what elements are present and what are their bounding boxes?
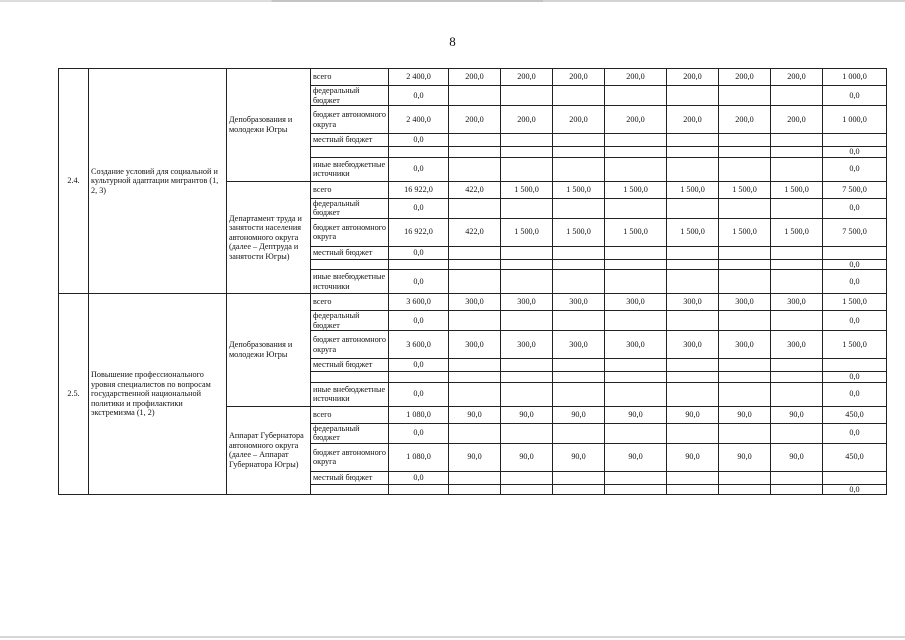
year-amount-cell — [771, 372, 823, 383]
funding-source-label — [311, 372, 389, 383]
year-amount-cell: 300,0 — [719, 331, 771, 359]
year-amount-cell — [553, 134, 605, 147]
year-amount-cell — [667, 382, 719, 406]
year-amount-cell — [605, 147, 667, 158]
year-amount-cell — [553, 382, 605, 406]
year-amount-cell — [719, 198, 771, 218]
year-amount-cell: 90,0 — [553, 406, 605, 423]
year-amount-cell — [449, 484, 501, 495]
year-amount-cell — [605, 382, 667, 406]
funding-source-label — [311, 484, 389, 495]
year-amount-cell — [553, 86, 605, 106]
period-amount-cell: 0,0 — [823, 198, 887, 218]
funding-source-label: иные внебюджетные источники — [311, 270, 389, 294]
year-amount-cell — [501, 157, 553, 181]
year-amount-cell: 1 500,0 — [719, 181, 771, 198]
year-amount-cell: 90,0 — [553, 443, 605, 471]
period-amount-cell: 0,0 — [823, 423, 887, 443]
year-amount-cell: 90,0 — [449, 406, 501, 423]
year-amount-cell — [667, 372, 719, 383]
year-amount-cell: 1 500,0 — [553, 181, 605, 198]
year-amount-cell: 200,0 — [719, 106, 771, 134]
period-amount-cell — [823, 359, 887, 372]
year-amount-cell — [501, 198, 553, 218]
year-amount-cell — [771, 359, 823, 372]
year-amount-cell — [719, 134, 771, 147]
year-amount-cell: 200,0 — [449, 69, 501, 86]
year-amount-cell: 90,0 — [667, 406, 719, 423]
year-amount-cell — [449, 246, 501, 259]
funding-source-label: всего — [311, 406, 389, 423]
year-amount-cell — [553, 157, 605, 181]
funding-source-label: федеральный бюджет — [311, 423, 389, 443]
total-amount-cell: 0,0 — [389, 134, 449, 147]
year-amount-cell: 422,0 — [449, 181, 501, 198]
year-amount-cell — [553, 471, 605, 484]
year-amount-cell: 200,0 — [449, 106, 501, 134]
year-amount-cell: 1 500,0 — [605, 181, 667, 198]
year-amount-cell — [771, 484, 823, 495]
period-amount-cell — [823, 246, 887, 259]
section-title: Повышение профессионального уровня специалистов по вопросам государственной национальной политики и профилактики экстремизма (1, 2) — [89, 294, 227, 495]
year-amount-cell: 1 500,0 — [771, 181, 823, 198]
year-amount-cell — [667, 311, 719, 331]
year-amount-cell: 90,0 — [501, 406, 553, 423]
year-amount-cell — [719, 259, 771, 270]
year-amount-cell: 90,0 — [449, 443, 501, 471]
year-amount-cell: 300,0 — [449, 294, 501, 311]
year-amount-cell — [553, 259, 605, 270]
year-amount-cell — [667, 198, 719, 218]
year-amount-cell: 200,0 — [605, 69, 667, 86]
period-amount-cell: 1 500,0 — [823, 294, 887, 311]
year-amount-cell — [667, 259, 719, 270]
year-amount-cell: 200,0 — [719, 69, 771, 86]
year-amount-cell — [605, 157, 667, 181]
year-amount-cell: 90,0 — [605, 443, 667, 471]
year-amount-cell — [667, 147, 719, 158]
year-amount-cell — [501, 147, 553, 158]
period-amount-cell — [823, 134, 887, 147]
funding-source-label: бюджет автономного округа — [311, 218, 389, 246]
year-amount-cell: 1 500,0 — [667, 181, 719, 198]
funding-source-label: всего — [311, 69, 389, 86]
year-amount-cell — [771, 86, 823, 106]
funding-source-label: местный бюджет — [311, 359, 389, 372]
year-amount-cell: 1 500,0 — [605, 218, 667, 246]
total-amount-cell: 2 400,0 — [389, 69, 449, 86]
year-amount-cell — [605, 259, 667, 270]
total-amount-cell: 0,0 — [389, 471, 449, 484]
year-amount-cell: 1 500,0 — [719, 218, 771, 246]
year-amount-cell — [449, 134, 501, 147]
period-amount-cell: 0,0 — [823, 86, 887, 106]
total-amount-cell: 3 600,0 — [389, 294, 449, 311]
year-amount-cell: 300,0 — [667, 294, 719, 311]
year-amount-cell: 300,0 — [605, 331, 667, 359]
year-amount-cell — [449, 359, 501, 372]
year-amount-cell — [553, 311, 605, 331]
table-row — [59, 69, 887, 86]
year-amount-cell — [449, 471, 501, 484]
year-amount-cell: 200,0 — [771, 69, 823, 86]
year-amount-cell — [501, 246, 553, 259]
funding-source-label: бюджет автономного округа — [311, 106, 389, 134]
year-amount-cell — [771, 246, 823, 259]
year-amount-cell — [667, 157, 719, 181]
year-amount-cell — [605, 372, 667, 383]
year-amount-cell — [449, 147, 501, 158]
funding-source-label: федеральный бюджет — [311, 86, 389, 106]
period-amount-cell — [823, 471, 887, 484]
period-amount-cell: 0,0 — [823, 311, 887, 331]
funding-source-label: федеральный бюджет — [311, 198, 389, 218]
year-amount-cell — [667, 134, 719, 147]
responsible-department: Аппарат Губернатора автономного округа (далее – Аппарат Губернатора Югры) — [227, 406, 311, 495]
year-amount-cell — [449, 372, 501, 383]
year-amount-cell: 90,0 — [501, 443, 553, 471]
total-amount-cell — [389, 147, 449, 158]
section-index: 2.4. — [59, 69, 89, 294]
year-amount-cell — [771, 471, 823, 484]
year-amount-cell: 200,0 — [553, 69, 605, 86]
year-amount-cell: 300,0 — [605, 294, 667, 311]
year-amount-cell — [553, 372, 605, 383]
total-amount-cell: 0,0 — [389, 157, 449, 181]
year-amount-cell: 200,0 — [501, 106, 553, 134]
total-amount-cell: 3 600,0 — [389, 331, 449, 359]
year-amount-cell — [501, 484, 553, 495]
total-amount-cell: 0,0 — [389, 311, 449, 331]
year-amount-cell — [719, 86, 771, 106]
year-amount-cell — [719, 484, 771, 495]
scan-edge-bottom — [0, 636, 905, 638]
year-amount-cell — [605, 311, 667, 331]
funding-source-label: бюджет автономного округа — [311, 443, 389, 471]
period-amount-cell: 0,0 — [823, 147, 887, 158]
total-amount-cell: 0,0 — [389, 270, 449, 294]
year-amount-cell — [771, 259, 823, 270]
year-amount-cell — [605, 484, 667, 495]
year-amount-cell — [667, 484, 719, 495]
year-amount-cell: 200,0 — [501, 69, 553, 86]
period-amount-cell: 0,0 — [823, 372, 887, 383]
year-amount-cell — [553, 246, 605, 259]
funding-source-label: всего — [311, 181, 389, 198]
year-amount-cell — [771, 382, 823, 406]
total-amount-cell — [389, 484, 449, 495]
year-amount-cell — [771, 198, 823, 218]
funding-source-label: всего — [311, 294, 389, 311]
year-amount-cell — [501, 134, 553, 147]
year-amount-cell — [553, 359, 605, 372]
year-amount-cell — [605, 270, 667, 294]
period-amount-cell: 450,0 — [823, 443, 887, 471]
year-amount-cell — [605, 198, 667, 218]
funding-source-label: федеральный бюджет — [311, 311, 389, 331]
budget-table — [58, 68, 887, 495]
year-amount-cell: 300,0 — [667, 331, 719, 359]
funding-source-label: местный бюджет — [311, 134, 389, 147]
total-amount-cell: 16 922,0 — [389, 218, 449, 246]
year-amount-cell — [719, 359, 771, 372]
total-amount-cell: 0,0 — [389, 359, 449, 372]
year-amount-cell — [449, 86, 501, 106]
year-amount-cell — [605, 423, 667, 443]
year-amount-cell — [771, 147, 823, 158]
year-amount-cell: 1 500,0 — [501, 181, 553, 198]
year-amount-cell — [667, 423, 719, 443]
year-amount-cell: 1 500,0 — [553, 218, 605, 246]
year-amount-cell — [553, 198, 605, 218]
year-amount-cell — [771, 134, 823, 147]
responsible-department: Депобразования и молодежи Югры — [227, 69, 311, 182]
funding-source-label — [311, 259, 389, 270]
year-amount-cell — [449, 423, 501, 443]
year-amount-cell: 90,0 — [719, 443, 771, 471]
year-amount-cell: 90,0 — [771, 443, 823, 471]
year-amount-cell — [449, 311, 501, 331]
year-amount-cell — [553, 270, 605, 294]
total-amount-cell: 1 080,0 — [389, 406, 449, 423]
total-amount-cell: 0,0 — [389, 86, 449, 106]
funding-source-label: иные внебюджетные источники — [311, 157, 389, 181]
scan-edge-top — [0, 0, 905, 2]
funding-source-label: иные внебюджетные источники — [311, 382, 389, 406]
year-amount-cell — [605, 471, 667, 484]
year-amount-cell: 300,0 — [501, 331, 553, 359]
period-amount-cell: 7 500,0 — [823, 181, 887, 198]
period-amount-cell: 1 000,0 — [823, 69, 887, 86]
year-amount-cell — [501, 372, 553, 383]
year-amount-cell: 422,0 — [449, 218, 501, 246]
year-amount-cell: 200,0 — [771, 106, 823, 134]
period-amount-cell: 0,0 — [823, 157, 887, 181]
year-amount-cell — [501, 270, 553, 294]
year-amount-cell — [719, 147, 771, 158]
year-amount-cell — [667, 86, 719, 106]
year-amount-cell — [771, 423, 823, 443]
year-amount-cell — [719, 246, 771, 259]
total-amount-cell: 0,0 — [389, 382, 449, 406]
year-amount-cell — [771, 311, 823, 331]
year-amount-cell — [501, 471, 553, 484]
total-amount-cell — [389, 372, 449, 383]
year-amount-cell: 300,0 — [719, 294, 771, 311]
year-amount-cell: 200,0 — [553, 106, 605, 134]
year-amount-cell: 90,0 — [605, 406, 667, 423]
responsible-department: Депобразования и молодежи Югры — [227, 294, 311, 407]
year-amount-cell: 200,0 — [605, 106, 667, 134]
total-amount-cell: 1 080,0 — [389, 443, 449, 471]
year-amount-cell — [605, 86, 667, 106]
page-number: 8 — [449, 34, 456, 49]
year-amount-cell — [501, 86, 553, 106]
year-amount-cell: 200,0 — [667, 69, 719, 86]
year-amount-cell — [605, 359, 667, 372]
section-title: Создание условий для социальной и культурной адаптации мигрантов (1, 2, 3) — [89, 69, 227, 294]
year-amount-cell — [667, 359, 719, 372]
period-amount-cell: 450,0 — [823, 406, 887, 423]
year-amount-cell: 90,0 — [719, 406, 771, 423]
year-amount-cell — [553, 147, 605, 158]
responsible-department: Департамент труда и занятости населения автономного округа (далее – Дептруда и занятости Югры) — [227, 181, 311, 294]
year-amount-cell — [719, 471, 771, 484]
period-amount-cell: 1 000,0 — [823, 106, 887, 134]
section-index: 2.5. — [59, 294, 89, 495]
year-amount-cell — [719, 423, 771, 443]
year-amount-cell: 1 500,0 — [501, 218, 553, 246]
period-amount-cell: 0,0 — [823, 259, 887, 270]
year-amount-cell: 300,0 — [553, 331, 605, 359]
year-amount-cell — [501, 423, 553, 443]
total-amount-cell: 2 400,0 — [389, 106, 449, 134]
year-amount-cell: 300,0 — [501, 294, 553, 311]
year-amount-cell — [605, 246, 667, 259]
year-amount-cell — [449, 270, 501, 294]
year-amount-cell: 90,0 — [771, 406, 823, 423]
year-amount-cell — [449, 382, 501, 406]
year-amount-cell — [667, 471, 719, 484]
funding-source-label: местный бюджет — [311, 471, 389, 484]
year-amount-cell: 200,0 — [667, 106, 719, 134]
year-amount-cell — [667, 246, 719, 259]
total-amount-cell: 0,0 — [389, 246, 449, 259]
funding-source-label — [311, 147, 389, 158]
table-row — [59, 294, 887, 311]
period-amount-cell: 0,0 — [823, 270, 887, 294]
period-amount-cell: 0,0 — [823, 484, 887, 495]
year-amount-cell — [667, 270, 719, 294]
year-amount-cell — [719, 311, 771, 331]
year-amount-cell: 300,0 — [553, 294, 605, 311]
year-amount-cell — [449, 198, 501, 218]
year-amount-cell — [719, 157, 771, 181]
funding-source-label: бюджет автономного округа — [311, 331, 389, 359]
year-amount-cell: 300,0 — [771, 331, 823, 359]
year-amount-cell: 300,0 — [771, 294, 823, 311]
total-amount-cell — [389, 259, 449, 270]
total-amount-cell: 16 922,0 — [389, 181, 449, 198]
year-amount-cell: 1 500,0 — [771, 218, 823, 246]
year-amount-cell — [449, 259, 501, 270]
year-amount-cell — [553, 484, 605, 495]
year-amount-cell — [501, 382, 553, 406]
period-amount-cell: 1 500,0 — [823, 331, 887, 359]
year-amount-cell — [501, 259, 553, 270]
total-amount-cell: 0,0 — [389, 198, 449, 218]
funding-source-label: местный бюджет — [311, 246, 389, 259]
year-amount-cell — [605, 134, 667, 147]
year-amount-cell — [719, 372, 771, 383]
year-amount-cell — [719, 382, 771, 406]
year-amount-cell — [501, 359, 553, 372]
year-amount-cell — [553, 423, 605, 443]
year-amount-cell — [719, 270, 771, 294]
year-amount-cell — [449, 157, 501, 181]
year-amount-cell: 90,0 — [667, 443, 719, 471]
year-amount-cell — [771, 270, 823, 294]
year-amount-cell: 300,0 — [449, 331, 501, 359]
period-amount-cell: 7 500,0 — [823, 218, 887, 246]
period-amount-cell: 0,0 — [823, 382, 887, 406]
year-amount-cell — [771, 157, 823, 181]
year-amount-cell: 1 500,0 — [667, 218, 719, 246]
total-amount-cell: 0,0 — [389, 423, 449, 443]
year-amount-cell — [501, 311, 553, 331]
